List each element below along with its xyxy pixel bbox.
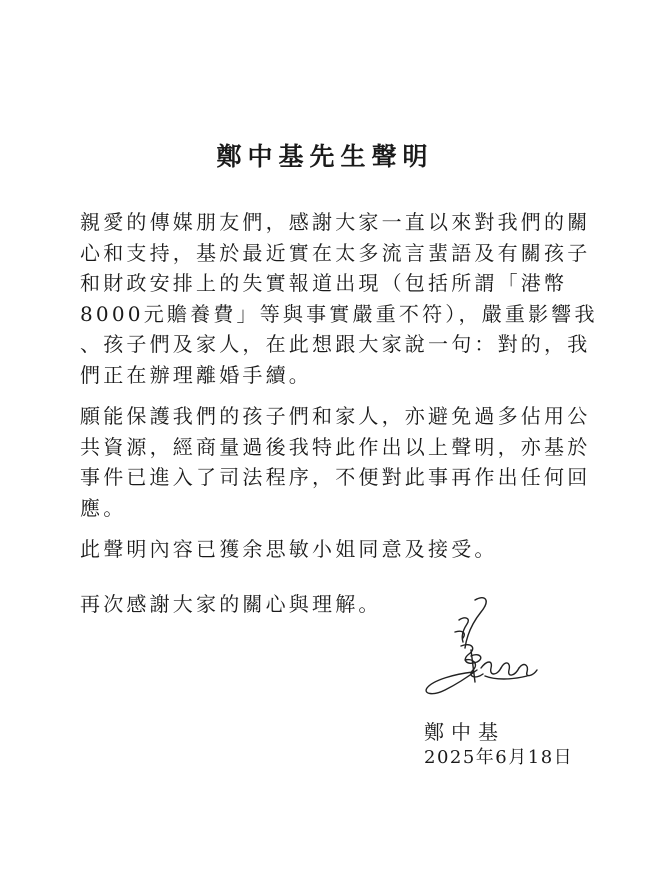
statement-title: 鄭中基先生聲明 — [216, 142, 434, 171]
text-line: 再次感謝大家的關心與理解。 — [80, 592, 382, 616]
text-line: 、孩子們及家人，在此想跟大家說一句：對的，我 — [80, 332, 591, 357]
paragraph-consent — [80, 534, 580, 565]
paragraph-protection-legal — [80, 401, 591, 523]
text-line: 心和支持，基於最近實在太多流言蜚語及有關孩子 — [80, 240, 591, 265]
statement-date: 2025年6月18日 — [424, 747, 574, 768]
handwritten-signature — [415, 590, 545, 710]
text-line: 親愛的傳媒朋友們，感謝大家一直以來對我們的關 — [80, 210, 591, 234]
text-line: 共資源，經商量過後我特此作出以上聲明，亦基於 — [80, 434, 591, 459]
text-line: 應。 — [80, 495, 127, 520]
text-line: 和財政安排上的失實報道出現（包括所謂「港幣 — [80, 271, 568, 296]
text-line: 們正在辦理離婚手續。 — [80, 362, 312, 387]
text-line: 願能保護我們的孩子們和家人，亦避免過多佔用公 — [80, 404, 591, 428]
text-line: 事件已進入了司法程序，不便對此事再作出任何回 — [80, 465, 591, 490]
paragraph-gratitude-announcement — [80, 207, 598, 391]
signer-name: 鄭中基 — [424, 720, 505, 744]
text-line: 8000元贍養費」等與事實嚴重不符），嚴重影響我 — [80, 301, 598, 326]
text-line: 此聲明內容已獲余思敏小姐同意及接受。 — [80, 537, 498, 561]
